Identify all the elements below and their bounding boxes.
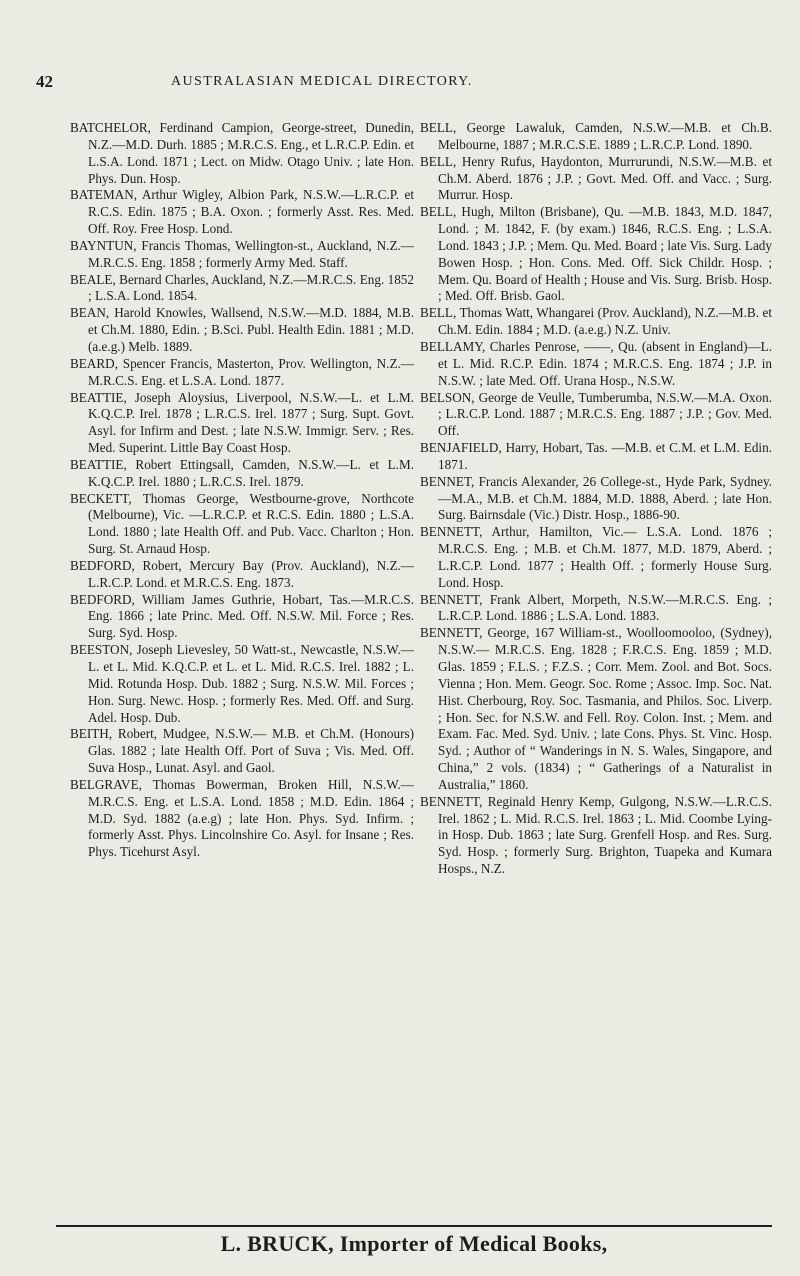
directory-entry: [420, 625, 772, 793]
entry-text: BEDFORD, Robert, Mercury Bay (Prov. Auckland), N.Z.—L.R.C.P. Lond. et M.R.C.S. Eng. 1873.: [70, 557, 414, 590]
footer-advertisement: [56, 1225, 772, 1257]
entry-text: BENNETT, George, 167 William-st., Woolloomooloo, (Sydney), N.S.W.— M.R.C.S. Eng. 1828 ; F.R.C.S. Eng. 1859 ; M.D. Glas. 1859 ; F.L.S. ; F.Z.S. ; Corr. Mem. Zool. and Bot. Socs. Vienna ; Hon. Mem. Geogr. Soc. Rome ; Assoc. Imp. Soc. Nat. Hist. Cherbourg, Roy. Soc. Tasmania, and Philos. Soc. Liverp. ; Hon. Sec. for N.S.W. and Fell. Roy. Colon. Inst. ; Mem. and Exam. Fac. Med. Syd. Univ. ; late Cons. Phys. St. Vinc. Hosp. Syd. ; Author of “ Wanderings in N. S. Wales, Singapore, and China,” 2 vols. (1834) ; “ Gatherings of a Naturalist in Australia,” 1860.: [420, 625, 772, 792]
entry-text: BELL, Hugh, Milton (Brisbane), Qu. —M.B. 1843, M.D. 1847, Lond. ; M. 1842, F. (by exam.) 1846, R.C.S. Eng. ; L.S.A. Lond. 1843 ; J.P. ; Mem. Qu. Med. Board ; late Vis. Surg. Lady Bowen Hosp. ; Hon. Cons. Med. Off. Sick Childr. Hosp. ; Mem. Qu. Board of Health ; House and Vis. Surg. Brisb. Hosp. ; Med. Off. Brisb. Gaol.: [420, 204, 772, 304]
directory-entry: [420, 524, 772, 591]
directory-entry: [420, 440, 772, 474]
entry-text: BATEMAN, Arthur Wigley, Albion Park, N.S.W.—L.R.C.P. et R.C.S. Edin. 1875 ; B.A. Oxon. ; formerly Asst. Res. Med. Off. Roy. Free Hosp. Lond.: [70, 187, 414, 237]
directory-entry: [420, 390, 772, 441]
directory-entry: [70, 457, 414, 491]
directory-entry: [70, 642, 414, 726]
directory-entry: [420, 339, 772, 390]
footer-text: L. BRUCK, Importer of Medical Books,: [220, 1231, 608, 1256]
left-column: [70, 120, 414, 861]
directory-entry: [420, 154, 772, 205]
directory-entry: [70, 491, 414, 558]
entry-text: BATCHELOR, Ferdinand Campion, George-street, Dunedin, N.Z.—M.D. Durh. 1885 ; M.R.C.S. Eng., et L.R.C.P. Edin. et L.S.A. Lond. 1871 ; Lect. on Midw. Otago Univ. ; late Hon. Phys. Dun. Hosp.: [70, 120, 414, 186]
running-head: AUSTRALASIAN MEDICAL DIRECTORY.: [171, 74, 473, 89]
directory-entry: [70, 305, 414, 356]
entry-text: BEESTON, Joseph Lievesley, 50 Watt-st., Newcastle, N.S.W.—L. et L. Mid. K.Q.C.P. et L. et L. Mid. R.C.S. Irel. 1882 ; L. Mid. Rotunda Hosp. Dub. 1882 ; Surg. N.S.W. Mil. Forces ; Hon. Surg. Newc. Hosp. ; formerly Res. Med. Off. and Surg. Adel. Hosp. Dub.: [70, 642, 414, 725]
directory-entry: [420, 305, 772, 339]
entry-text: BELGRAVE, Thomas Bowerman, Broken Hill, N.S.W.—M.R.C.S. Eng. et L.S.A. Lond. 1858 ; M.D. Edin. 1864 ; M.D. Syd. 1882 (a.e.g) ; late Hon. Phys. Syd. Infirm. ; formerly Asst. Phys. Lincolnshire Co. Asyl. for Insane ; Res. Phys. Ticehurst Asyl.: [70, 776, 414, 860]
page-number: 42: [36, 72, 53, 91]
directory-entry: [420, 120, 772, 154]
entry-text: BENNET, Francis Alexander, 26 College-st., Hyde Park, Sydney.—M.A., M.B. et Ch.M. 1884, M.D. 1888, Aberd. ; late Hon. Surg. Bairnsdale (Vic.) Distr. Hosp., 1886-90.: [420, 473, 772, 523]
entry-text: BENJAFIELD, Harry, Hobart, Tas. —M.B. et C.M. et L.M. Edin. 1871.: [420, 440, 772, 472]
directory-entry: [70, 777, 414, 861]
entry-text: BEDFORD, William James Guthrie, Hobart, Tas.—M.R.C.S. Eng. 1866 ; late Princ. Med. Off. N.S.W. Mil. Force ; Res. Surg. Syd. Hosp.: [70, 591, 414, 641]
directory-entry: [70, 558, 414, 592]
entry-text: BEITH, Robert, Mudgee, N.S.W.— M.B. et Ch.M. (Honours) Glas. 1882 ; late Health Off. Port of Suva ; Vis. Med. Off. Suva Hosp., Lunat. Asyl. and Gaol.: [70, 726, 414, 776]
directory-entry: [70, 592, 414, 643]
directory-entry: [420, 794, 772, 878]
entry-text: BEAN, Harold Knowles, Wallsend, N.S.W.—M.D. 1884, M.B. et Ch.M. 1880, Edin. ; B.Sci. Publ. Health Edin. 1881 ; M.D. (a.e.g.) Melb. 1889.: [70, 305, 414, 354]
entry-text: BECKETT, Thomas George, Westbourne-grove, Northcote (Melbourne), Vic. —L.R.C.P. et R.C.S. Edin. 1880 ; L.S.A. Lond. 1880 ; late Health Off. and Pub. Vacc. Charlton ; Hon. Surg. St. Arnaud Hosp.: [70, 490, 414, 557]
right-column: [420, 120, 772, 878]
entry-text: BELL, George Lawaluk, Camden, N.S.W.—M.B. et Ch.B. Melbourne, 1887 ; M.R.C.S.E. 1889 ; L.R.C.P. Lond. 1890.: [420, 120, 772, 152]
directory-entry: [70, 390, 414, 457]
entry-text: BEALE, Bernard Charles, Auckland, N.Z.—M.R.C.S. Eng. 1852 ; L.S.A. Lond. 1854.: [70, 271, 414, 304]
directory-entry: [70, 272, 414, 306]
entry-text: BENNETT, Reginald Henry Kemp, Gulgong, N.S.W.—L.R.C.S. Irel. 1862 ; L. Mid. R.C.S. Irel. 1863 ; L. Mid. Coombe Lying-in Hosp. Dub. 1863 ; late Surg. Grenfell Hosp. and Res. Surg. Syd. Hosp. ; formerly Surg. Brighton, Tuapeka and Kumara Hosps., N.Z.: [420, 793, 772, 877]
directory-entry: [70, 356, 414, 390]
directory-entry: [70, 187, 414, 238]
entry-text: BELL, Thomas Watt, Whangarei (Prov. Auckland), N.Z.—M.B. et Ch.M. Edin. 1884 ; M.D. (a.e.g.) N.Z. Univ.: [420, 305, 772, 338]
entry-text: BENNETT, Frank Albert, Morpeth, N.S.W.—M.R.C.S. Eng. ; L.R.C.P. Lond. 1886 ; L.S.A. Lond. 1883.: [420, 591, 772, 624]
directory-entry: [70, 120, 414, 187]
directory-entry: [420, 204, 772, 305]
entry-text: BEATTIE, Joseph Aloysius, Liverpool, N.S.W.—L. et L.M. K.Q.C.P. Irel. 1878 ; L.R.C.S. Irel. 1877 ; Surg. Supt. Govt. Asyl. for Infirm and Dest. ; late N.S.W. Immigr. Serv. ; Res. Med. Superint. Little Bay Coast Hosp.: [70, 389, 414, 456]
directory-entry: [70, 726, 414, 777]
entry-text: BENNETT, Arthur, Hamilton, Vic.— L.S.A. Lond. 1876 ; M.R.C.S. Eng. ; M.B. et Ch.M. 1877, M.D. 1879, Aberd. ; L.R.C.P. Lond. 1877 ; Health Off. ; formerly House Surg. Lond. Hosp.: [420, 524, 772, 590]
entry-text: BAYNTUN, Francis Thomas, Wellington-st., Auckland, N.Z.—M.R.C.S. Eng. 1858 ; formerly Army Med. Staff.: [70, 237, 414, 270]
directory-entry: [420, 474, 772, 525]
entry-text: BEATTIE, Robert Ettingsall, Camden, N.S.W.—L. et L.M. K.Q.C.P. Irel. 1880 ; L.R.C.S. Irel. 1879.: [70, 456, 414, 489]
page-header: [36, 72, 776, 94]
directory-entry: [420, 592, 772, 626]
entry-text: BEARD, Spencer Francis, Masterton, Prov. Wellington, N.Z.—M.R.C.S. Eng. et L.S.A. Lond. 1877.: [70, 355, 414, 388]
entry-text: BELL, Henry Rufus, Haydonton, Murrurundi, N.S.W.—M.B. et Ch.M. Aberd. 1876 ; J.P. ; Govt. Med. Off. and Vacc. ; Surg. Murrur. Hosp.: [420, 153, 772, 203]
entry-text: BELSON, George de Veulle, Tumberumba, N.S.W.—M.A. Oxon. ; L.R.C.P. Lond. 1887 ; M.R.C.S. Eng. 1887 ; J.P. ; Gov. Med. Off.: [420, 389, 772, 439]
directory-entry: [70, 238, 414, 272]
entry-text: BELLAMY, Charles Penrose, ——, Qu. (absent in England)—L. et L. Mid. R.C.P. Edin. 1874 ; M.R.C.S. Eng. 1874 ; J.P. in N.S.W. ; late Med. Off. Urana Hosp., N.S.W.: [420, 338, 772, 388]
